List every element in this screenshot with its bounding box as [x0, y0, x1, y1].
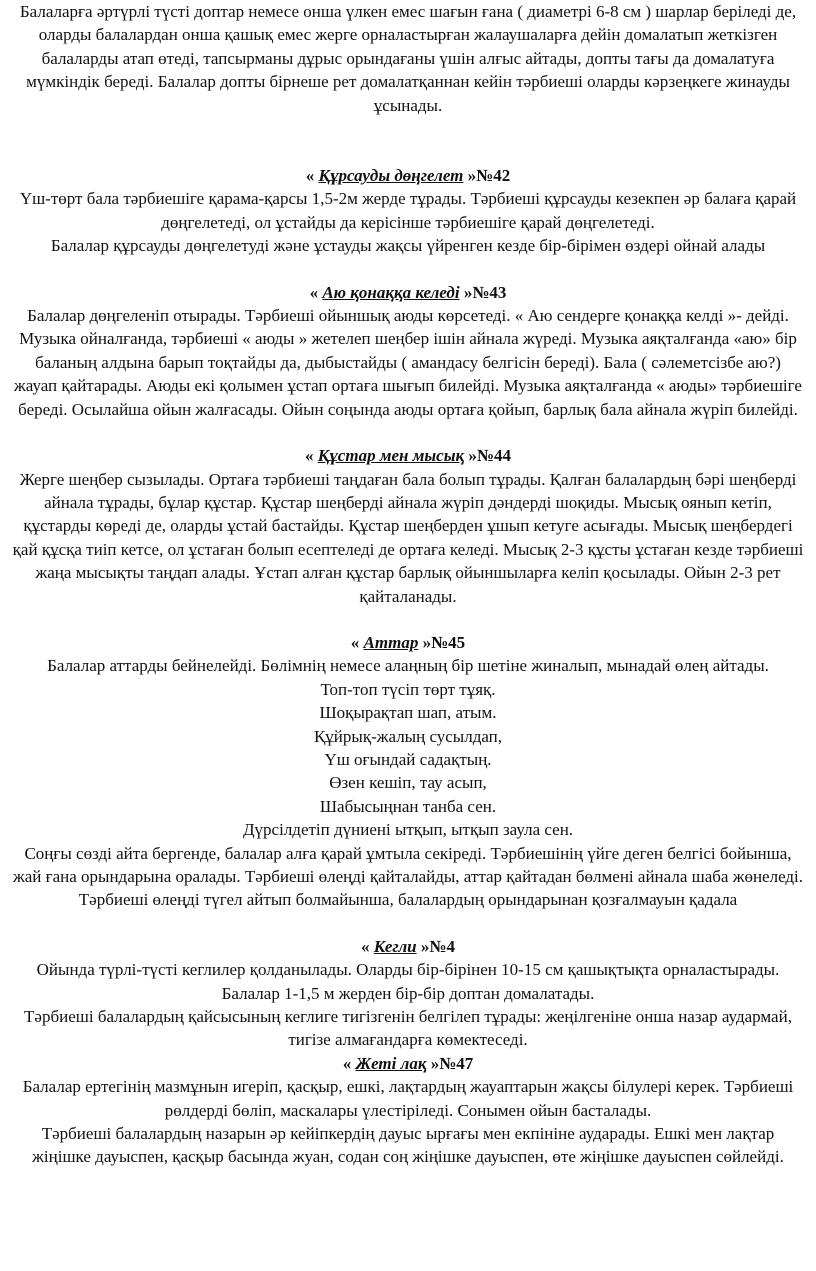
spacer — [12, 421, 804, 444]
game-title: Жеті лақ — [355, 1053, 427, 1073]
poem — [12, 678, 804, 842]
game-paragraph: Балалар құрсауды дөңгелетуді және ұстауды жақсы үйренген кезде бір-бірімен өздері ойнай алады — [50, 236, 766, 256]
heading-open-quote: « — [350, 632, 364, 652]
game-section-45 — [12, 631, 804, 912]
heading-open-quote: « — [309, 282, 323, 302]
heading-number: »№42 — [463, 166, 511, 186]
intro-paragraph: Балаларға әртүрлі түсті доптар немесе онша үлкен емес шағын ғана ( диаметрі 6-8 см ) шарлар беріледі де, оларды балалардан онша қашық емес жерге орналастырған жалаушаларға дейін домалатып жеткізген балаларды атап өтеді, тапсырманы дұрыс орындағаны үшін алғыс айтады, допты тағы да домалатуға мүмкіндік береді. Балалар допты бірнеше рет домалатқаннан кейін тәрбиеші оларды кәрзеңкеге жинауды ұсынады. — [19, 2, 797, 115]
game-paragraph: Соңғы сөзді айта бергенде, балалар алға қарай ұмтыла секіреді. Тәрбиешінің үйге деген белгісі бойынша, жай ғана орындарына оралады. Тәрбиеші өлеңді қайталайды, аттар қайтадан бөлмені айнала шаба жөнеледі. — [12, 843, 804, 886]
game-paragraph: Балалар ертегінің мазмұнын игеріп, қасқыр, ешкі, лақтардың жауаптарын жақсы білулері керек. Тәрбиеші рөлдерді бөліп, маскалары үлестіріледі. Сонымен ойын басталады. — [22, 1077, 794, 1120]
heading-open-quote: « — [361, 936, 374, 956]
poem-line: Шабысыңнан танба сен. — [319, 796, 497, 816]
poem-line: Дүрсілдетіп дүниені ытқып, ытқып заула сен. — [242, 820, 574, 840]
game-section-42 — [12, 164, 804, 258]
game-paragraph: Тәрбиеші балалардың назарын әр кейіпкердің дауыс ырғағы мен екпініне аударады. Ешкі мен лақтар жіңішке дауыспен, қасқыр басында жуан, содан соң жіңішке дауыспен, өте жіңішке дауыспен сөйлейді. — [32, 1124, 784, 1167]
game-title: Құрсауды дөңгелет — [318, 166, 464, 186]
game-heading — [12, 281, 804, 304]
game-heading — [12, 444, 804, 467]
spacer — [12, 608, 804, 631]
game-section-47 — [12, 1052, 804, 1169]
game-title: Аю қонаққа келеді — [322, 282, 460, 302]
game-title: Кегли — [373, 936, 417, 956]
game-paragraph: Балалар дөңгеленіп отырады. Тәрбиеші ойыншық аюды көрсетеді. « Аю сендерге қонаққа келді »- дейді. Музыка ойналғанда, тәрбиеші « аюды » жетелеп шеңбер ішін айнала жүреді. Музыка аяқталғанда «аю» бір баланың алдына барып тоқтайды да, дыбыстайды ( амандасу белгісін береді). Бала ( сәлеметсізбе аю?) жауап қайтарады. Аюды екі қолымен ұстап ортаға шығып билейді. Музыка аяқталғанда « аюды» тәрбиешіге береді. Осылайша ойын жалғасады. Ойын соңында аюды ортаға қойып, барлық бала айнала жүріп билейді. — [14, 306, 802, 419]
poem-line: Шоқырақтап шап, атым. — [319, 703, 497, 723]
heading-number: »№43 — [459, 282, 507, 302]
game-paragraph: Балалар аттарды бейнелейді. Бөлімнің немесе алаңның бір шетіне жиналып, мынадай өлең айтады. — [47, 656, 769, 676]
game-paragraph: Үш-төрт бала тәрбиешіге қарама-қарсы 1,5-2м жерде тұрады. Тәрбиеші құрсауды кезекпен әр балаға қарай дөңгелетеді, ол ұстайды да керісінше тәрбиешіге қарай дөңгелетеді. — [19, 189, 797, 232]
game-title: Құстар мен мысық — [317, 446, 465, 466]
poem-line: Өзен кешіп, тау асып, — [329, 773, 487, 793]
game-heading — [12, 1052, 804, 1075]
game-heading — [12, 631, 804, 654]
game-section-44 — [12, 444, 804, 608]
game-section-4 — [12, 935, 804, 1052]
game-paragraph: Тәрбиеші өлеңді түгел айтып болмайынша, балалардың орындарынан қозғалмауын қадала — [78, 890, 738, 910]
poem-line: Құйрық-жалың сусылдап, — [313, 726, 503, 746]
heading-open-quote: « — [305, 446, 318, 466]
game-heading — [12, 935, 804, 958]
heading-number: »№4 — [416, 936, 455, 956]
heading-open-quote: « — [305, 166, 319, 186]
poem-line: Үш оғындай садақтың. — [324, 749, 492, 769]
heading-number: »№45 — [418, 632, 466, 652]
heading-number: »№44 — [464, 446, 511, 466]
game-heading — [12, 164, 804, 187]
game-section-43 — [12, 281, 804, 421]
heading-open-quote: « — [342, 1053, 356, 1073]
spacer — [12, 912, 804, 935]
heading-number: »№47 — [426, 1053, 474, 1073]
game-paragraph: Тәрбиеші балалардың қайсысының кеглиге тигізгенін белгілеп тұрады: жеңілгеніне онша назар аудармай, тигізе алмағандарға көмектеседі. — [24, 1007, 792, 1050]
poem-line: Топ-топ түсіп төрт тұяқ. — [320, 679, 496, 699]
game-paragraph: Ойында түрлі-түсті кеглилер қолданылады. Оларды бір-бірінен 10-15 см қашықтықта орналастырады. Балалар 1-1,5 м жерден бір-бір доптан домалатады. — [36, 960, 780, 1003]
game-paragraph: Жерге шеңбер сызылады. Ортаға тәрбиеші таңдаған бала болып тұрады. Қалған балалардың бәрі шеңберді айнала тұрады, бұлар құстар. Құстар шеңберді айнала жүріп дәндерді шоқиды. Мысық оянып кетіп, құстарды көреді де, оларды ұстай бастайды. Құстар шеңберден ұшып кетуге асығады. Мысық шеңбердегі қай құсқа тиіп кетсе, ол ұстаған болып есептеледі де ортаға келеді. Мысық 2-3 құсты ұстаған кезде тәрбиеші жаңа мысықты таңдап алады. Ұстап алған құстар барлық ойыншыларға келіп қосылады. Ойын 2-3 рет қайталанады. — [12, 469, 804, 606]
spacer — [12, 258, 804, 281]
game-title: Аттар — [363, 632, 419, 652]
spacer — [12, 117, 804, 164]
